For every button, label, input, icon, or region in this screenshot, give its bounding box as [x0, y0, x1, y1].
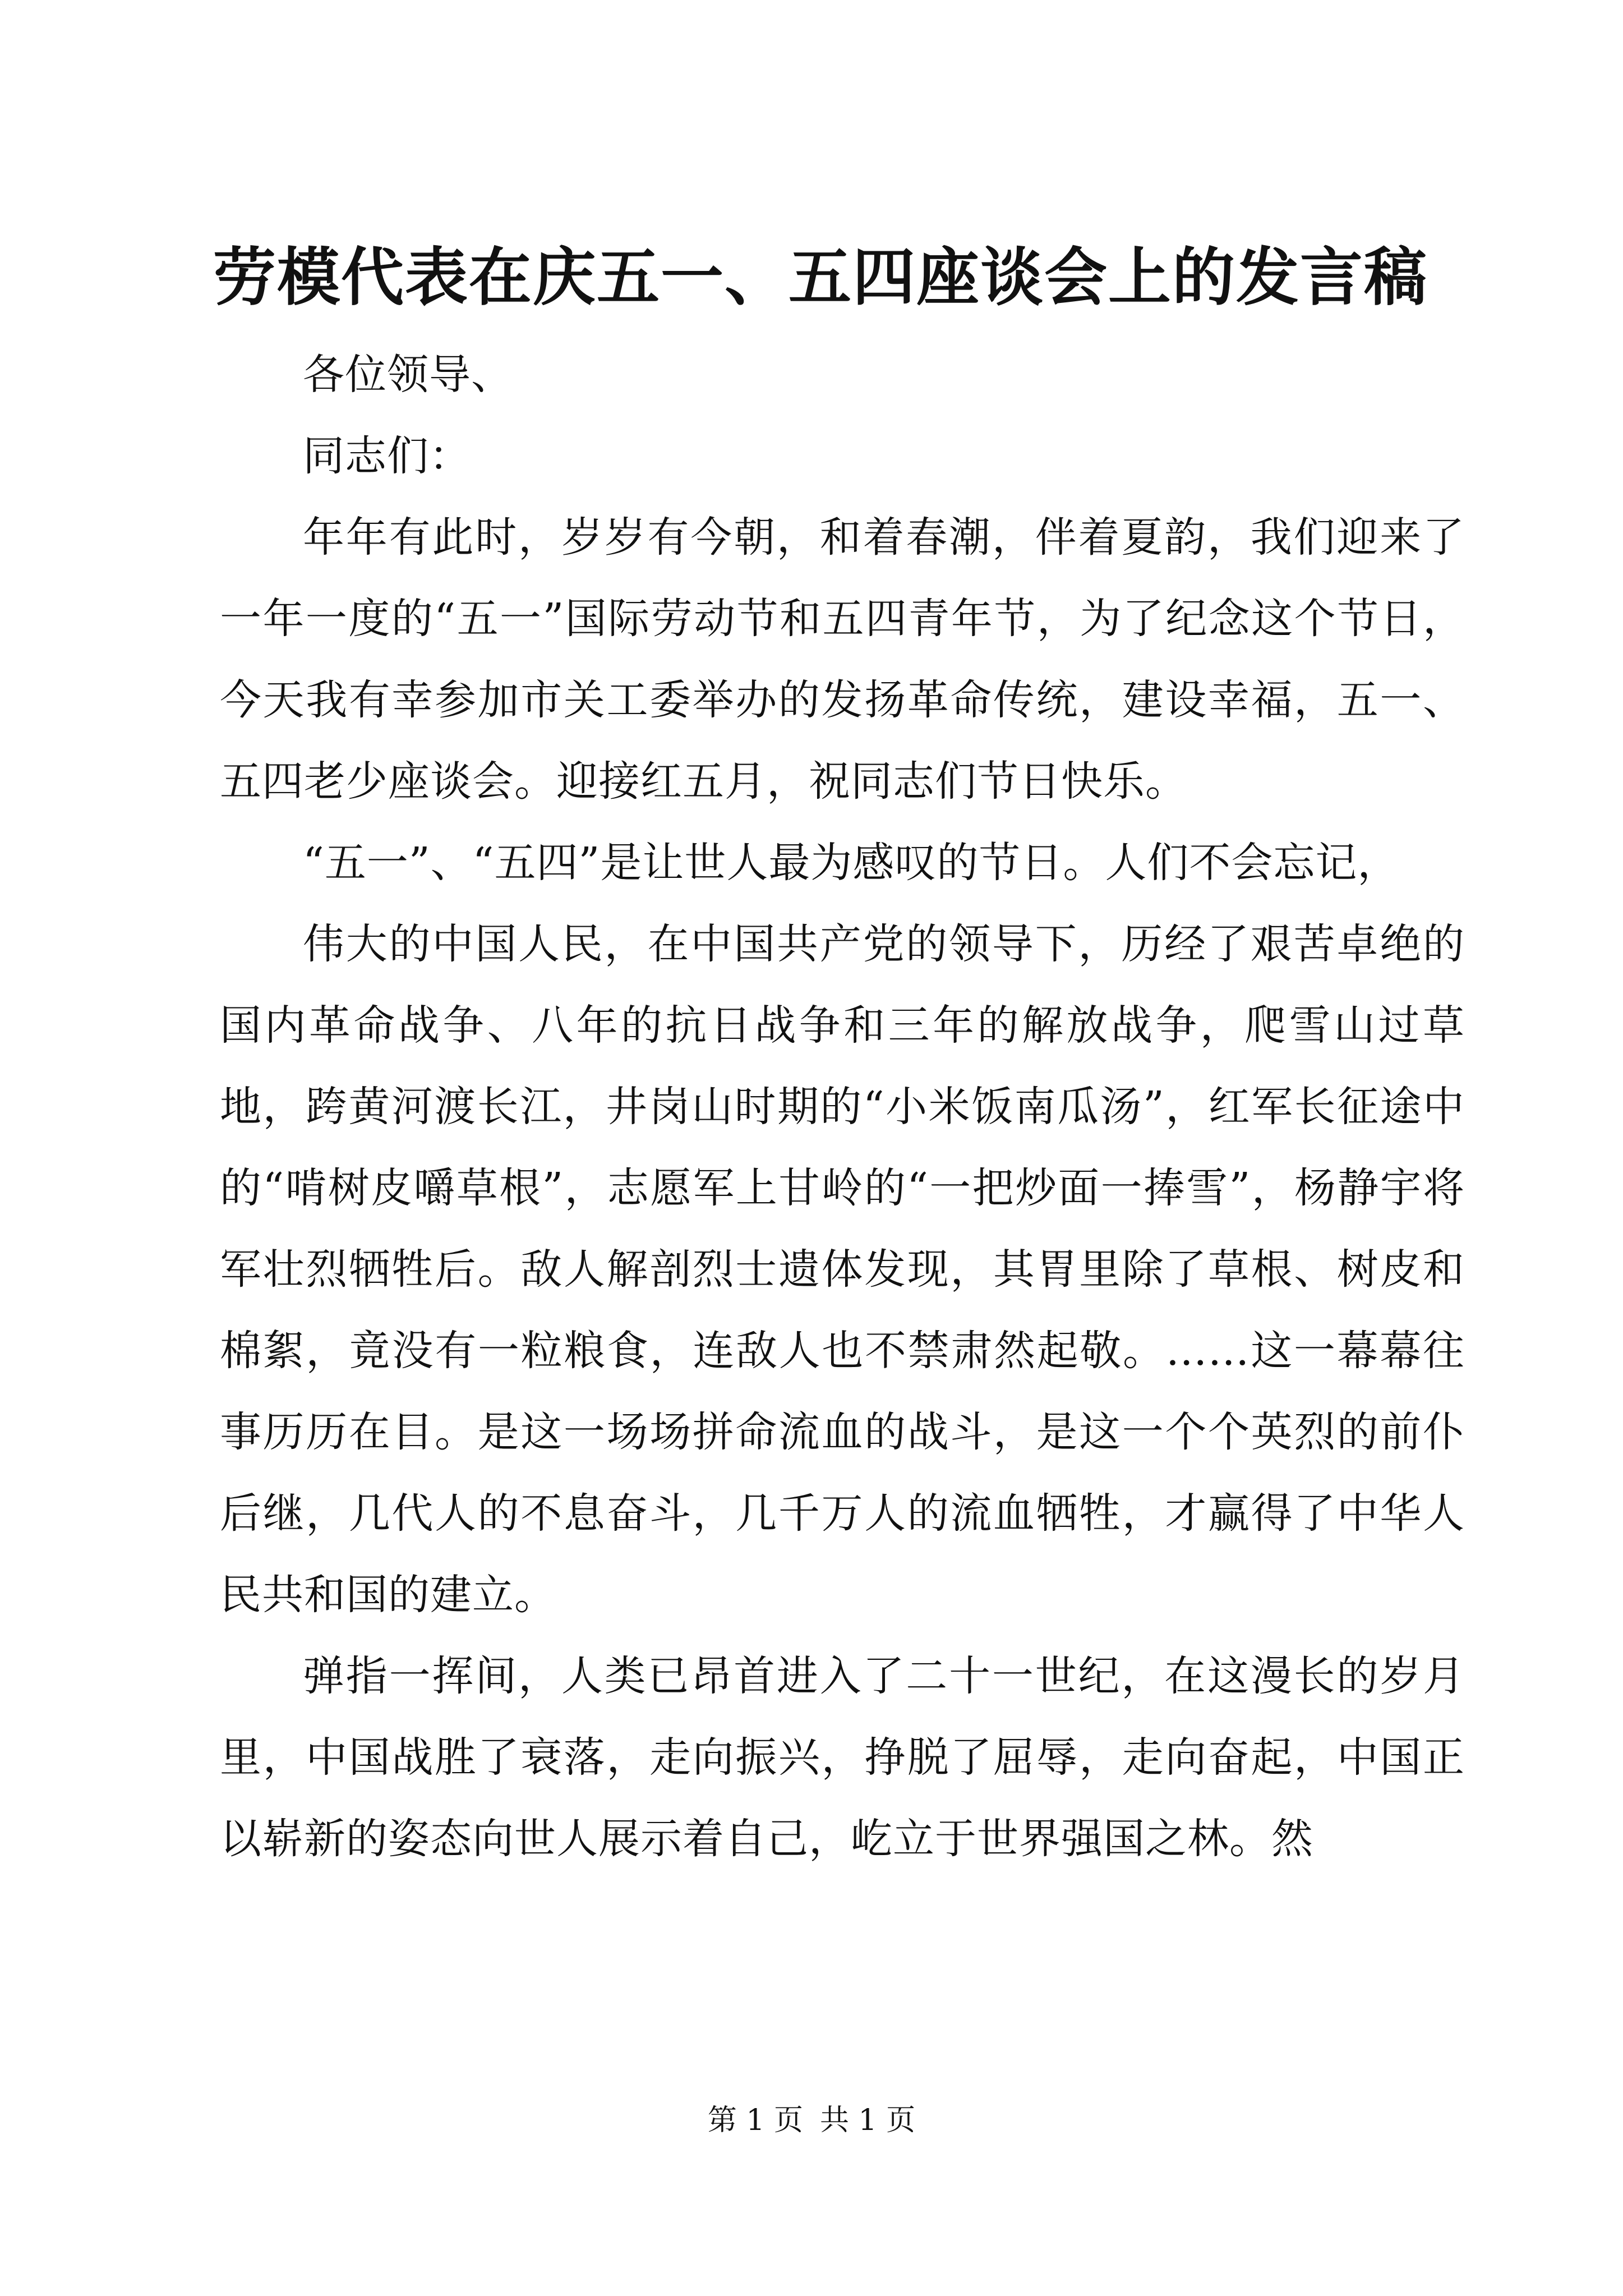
paragraph-opening: 年年有此时，岁岁有今朝，和着春潮，伴着夏韵，我们迎来了一年一度的“五一”国际劳动节和五四青年节，为了纪念这个节日，今天我有幸参加市关工委举办的发扬革命传统，建设幸福，五一、五四老少座谈会。迎接红五月，祝同志们节日快乐。 [220, 513, 1465, 806]
paragraph-festival-intro: “五一”、“五四”是让世人最为感叹的节日。人们不会忘记， [303, 839, 1400, 887]
page-footer [0, 2101, 1623, 2140]
page-number: 第 1 页 [707, 2104, 803, 2137]
paragraph-new-century: 弹指一挥间，人类已昂首进入了二十一世纪，在这漫长的岁月里，中国战胜了衰落，走向振兴，挣脱了屈辱，走向奋起，中国正以崭新的姿态向世人展示着自己，屹立于世界强国之林。然 [220, 1652, 1465, 1863]
page-total: 共 1 页 [820, 2104, 916, 2137]
paragraph-salutation-1: 各位领导、 [303, 351, 513, 399]
paragraph-history: 伟大的中国人民，在中国共产党的领导下，历经了艰苦卓绝的国内革命战争、八年的抗日战争和三年的解放战争，爬雪山过草地，跨黄河渡长江，井岗山时期的“小米饭南瓜汤”，红军长征途中的“啃树皮嚼草根”，志愿军上甘岭的“一把炒面一捧雪”，杨静宇将军壮烈牺牲后。敌人解剖烈士遗体发现，其胃里除了草根、树皮和棉絮，竟没有一粒粮食，连敌人也不禁肃然起敬。……这一幕幕往事历历在目。是这一场场拼命流血的战斗，是这一个个英烈的前仆后继，几代人的不息奋斗，几千万人的流血牺牲，才赢得了中华人民共和国的建立。 [220, 920, 1465, 1619]
document-body [220, 334, 1465, 1880]
paragraph-salutation-2: 同志们： [303, 432, 471, 480]
document-title: 劳模代表在庆五一、五四座谈会上的发言稿 [213, 241, 1428, 314]
